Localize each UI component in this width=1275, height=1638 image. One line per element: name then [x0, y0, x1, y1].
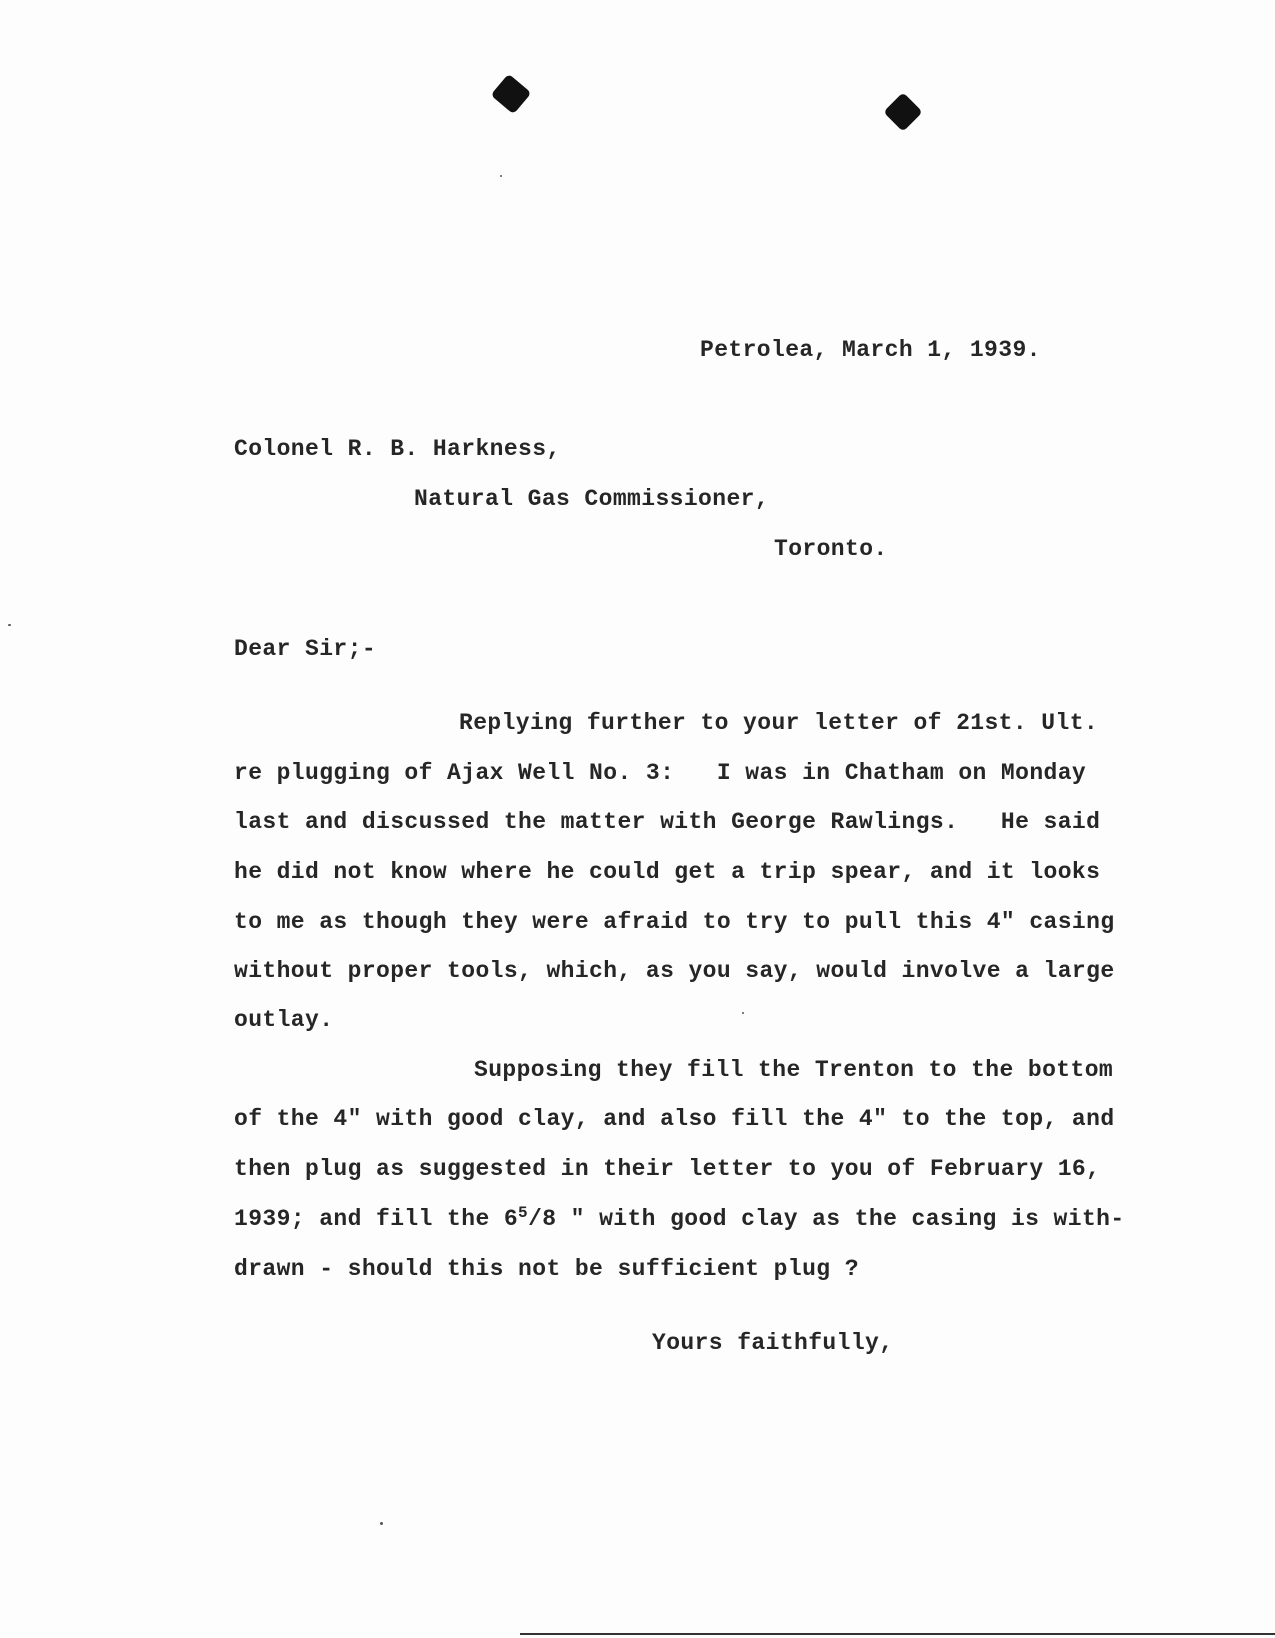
dateline: Petrolea, March 1, 1939. [700, 337, 1041, 363]
addressee-city: Toronto. [774, 536, 888, 562]
speck-mark [8, 624, 11, 626]
fraction-post-text: /8 " with good clay as the casing is with- [528, 1206, 1125, 1232]
body-paragraph-1-line: he did not know where he could get a trip spear, and it looks [234, 859, 1101, 885]
body-paragraph-1-line: without proper tools, which, as you say, would involve a large [234, 958, 1115, 984]
page-bottom-edge [520, 1633, 1275, 1635]
closing: Yours faithfully, [652, 1330, 894, 1356]
punch-hole-mark-right [883, 92, 923, 132]
addressee-title: Natural Gas Commissioner, [414, 486, 770, 512]
body-paragraph-1-line: re plugging of Ajax Well No. 3: I was in Chatham on Monday [234, 760, 1087, 786]
body-paragraph-2-line: of the 4" with good clay, and also fill the 4" to the top, and [234, 1106, 1115, 1132]
punch-hole-mark-left [491, 74, 532, 115]
body-paragraph-1-line: to me as though they were afraid to try to pull this 4" casing [234, 909, 1115, 935]
body-paragraph-2-line: Supposing they fill the Trenton to the bottom [474, 1057, 1114, 1083]
speck-mark [742, 1012, 744, 1014]
salutation: Dear Sir;- [234, 636, 377, 662]
addressee-name: Colonel R. B. Harkness, [234, 436, 561, 462]
fraction-pre-text: 1939; and fill the 6 [234, 1206, 519, 1232]
body-paragraph-2-line: then plug as suggested in their letter to you of February 16, [234, 1156, 1101, 1182]
speck-mark [380, 1522, 383, 1525]
speck-mark [500, 175, 502, 177]
body-paragraph-1-line: outlay. [234, 1007, 334, 1033]
body-paragraph-1-line: Replying further to your letter of 21st. Ult. [459, 710, 1099, 736]
body-paragraph-2-line [234, 1204, 1125, 1234]
body-paragraph-2-line: drawn - should this not be sufficient plug ? [234, 1256, 859, 1282]
body-paragraph-1-line: last and discussed the matter with George Rawlings. He said [234, 809, 1101, 835]
fraction-superscript: 5 [518, 1204, 529, 1222]
